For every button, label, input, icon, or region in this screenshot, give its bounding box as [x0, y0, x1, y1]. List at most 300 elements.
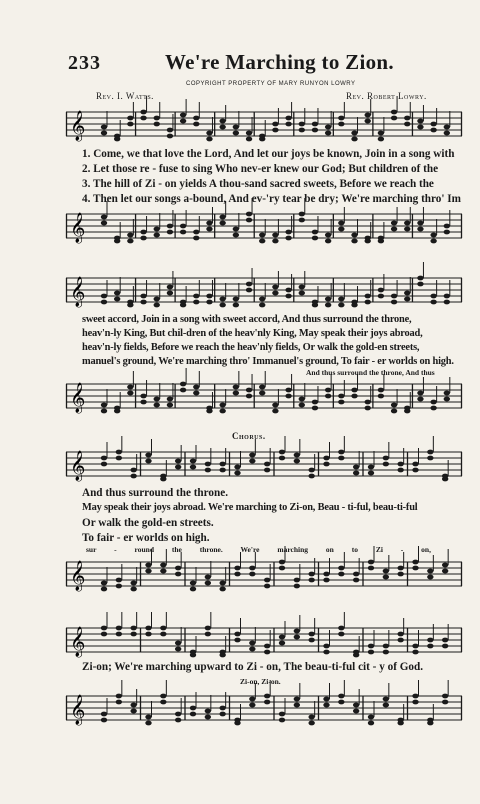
note-head: [427, 575, 433, 580]
note-head: [353, 465, 359, 470]
note-head: [391, 227, 397, 232]
note-head: [325, 297, 331, 302]
note-head: [101, 581, 107, 586]
clef-icon: 𝄞: [70, 627, 86, 657]
note-head: [264, 644, 270, 649]
note-head: [116, 626, 122, 631]
note-head: [234, 465, 240, 470]
note-head: [312, 406, 318, 411]
note-head: [391, 294, 397, 299]
note-head: [130, 703, 136, 708]
note-head: [272, 409, 278, 414]
note-head: [154, 116, 160, 121]
note-head: [249, 566, 255, 571]
note-head: [145, 715, 151, 720]
note-head: [323, 456, 329, 461]
note-head: [145, 721, 151, 726]
note-head: [114, 297, 120, 302]
note-head: [397, 632, 403, 637]
note-head: [246, 288, 252, 293]
note-head: [312, 122, 318, 127]
note-head: [101, 409, 107, 414]
note-head: [259, 391, 265, 396]
chorus-label: Chorus.: [232, 431, 266, 441]
note-head: [101, 587, 107, 592]
clef-icon: 𝄞: [70, 561, 86, 591]
note-head: [114, 239, 120, 244]
note-head: [308, 715, 314, 720]
note-head: [130, 581, 136, 586]
chorus-line-3: Or walk the gold-en streets.: [82, 517, 214, 529]
note-head: [444, 294, 450, 299]
bass-words-3: sur - round the throne. We're marching on to Zi - on,: [86, 545, 431, 554]
note-head: [444, 224, 450, 229]
note-head: [205, 626, 211, 631]
note-head: [378, 388, 384, 393]
note-head: [233, 131, 239, 136]
note-head: [219, 403, 225, 408]
note-head: [259, 233, 265, 238]
note-head: [368, 465, 374, 470]
note-head: [323, 650, 329, 655]
note-head: [219, 581, 225, 586]
note-head: [219, 587, 225, 592]
note-head: [365, 300, 371, 305]
note-head: [264, 468, 270, 473]
note-head: [127, 391, 133, 396]
note-head: [412, 560, 418, 565]
note-head: [308, 638, 314, 643]
note-head: [175, 641, 181, 646]
note-head: [351, 233, 357, 238]
note-head: [154, 122, 160, 127]
note-head: [219, 125, 225, 130]
note-head: [206, 409, 212, 414]
note-head: [175, 718, 181, 723]
note-head: [205, 715, 211, 720]
note-head: [312, 303, 318, 308]
note-head: [233, 297, 239, 302]
note-head: [167, 291, 173, 296]
note-head: [145, 632, 151, 637]
note-head: [140, 394, 146, 399]
note-head: [116, 450, 122, 455]
note-head: [193, 300, 199, 305]
verse-3-line-1: 3. The hill of Zi - on yields A thou-sand sacred sweets, Before we reach the: [82, 178, 434, 190]
note-head: [259, 239, 265, 244]
note-head: [249, 703, 255, 708]
note-head: [206, 221, 212, 226]
note-head: [294, 584, 300, 589]
note-head: [442, 638, 448, 643]
note-head: [116, 694, 122, 699]
note-head: [205, 709, 211, 714]
note-head: [294, 453, 300, 458]
note-head: [325, 239, 331, 244]
note-head: [101, 712, 107, 717]
note-head: [154, 403, 160, 408]
note-head: [145, 626, 151, 631]
note-head: [353, 471, 359, 476]
verse-4-line-2: manuel's ground, We're marching thro' Immanuel's ground, To fair - er worlds on high.: [82, 356, 454, 367]
clef-icon: 𝄞: [70, 451, 86, 481]
note-head: [444, 391, 450, 396]
note-head: [351, 394, 357, 399]
note-head: [378, 137, 384, 142]
note-head: [154, 297, 160, 302]
note-head: [264, 700, 270, 705]
note-head: [285, 388, 291, 393]
note-head: [338, 632, 344, 637]
note-head: [219, 653, 225, 658]
note-head: [190, 706, 196, 711]
note-head: [193, 294, 199, 299]
note-head: [338, 626, 344, 631]
note-head: [140, 400, 146, 405]
note-head: [101, 403, 107, 408]
clef-icon: 𝄞: [70, 695, 86, 725]
note-head: [180, 303, 186, 308]
note-head: [391, 403, 397, 408]
note-head: [294, 459, 300, 464]
note-head: [219, 303, 225, 308]
note-head: [417, 119, 423, 124]
note-head: [116, 700, 122, 705]
note-head: [234, 721, 240, 726]
note-head: [294, 635, 300, 640]
note-head: [391, 300, 397, 305]
note-head: [412, 700, 418, 705]
note-head: [338, 297, 344, 302]
note-head: [180, 388, 186, 393]
note-head: [259, 303, 265, 308]
note-head: [294, 703, 300, 708]
verse-1-line-2: sweet accord, Join in a song with sweet accord, And thus surround the throne,: [82, 314, 412, 325]
note-head: [338, 394, 344, 399]
note-head: [338, 303, 344, 308]
note-head: [308, 721, 314, 726]
note-head: [249, 697, 255, 702]
note-head: [140, 116, 146, 121]
note-head: [219, 409, 225, 414]
note-head: [417, 391, 423, 396]
note-head: [353, 653, 359, 658]
note-head: [190, 587, 196, 592]
note-head: [167, 230, 173, 235]
note-head: [383, 650, 389, 655]
note-head: [427, 456, 433, 461]
note-head: [219, 119, 225, 124]
bass-staff-4: [66, 688, 462, 736]
note-head: [378, 131, 384, 136]
note-head: [312, 230, 318, 235]
note-head: [323, 703, 329, 708]
note-head: [430, 128, 436, 133]
note-head: [383, 456, 389, 461]
note-head: [167, 134, 173, 139]
note-head: [430, 300, 436, 305]
note-head: [180, 113, 186, 118]
note-head: [391, 221, 397, 226]
note-head: [325, 388, 331, 393]
note-head: [127, 233, 133, 238]
note-head: [233, 303, 239, 308]
note-head: [299, 128, 305, 133]
note-head: [427, 721, 433, 726]
note-head: [101, 718, 107, 723]
note-head: [444, 131, 450, 136]
note-head: [338, 572, 344, 577]
note-head: [140, 300, 146, 305]
note-head: [175, 572, 181, 577]
note-head: [130, 632, 136, 637]
note-head: [233, 233, 239, 238]
note-head: [323, 572, 329, 577]
copyright-notice: COPYRIGHT PROPERTY OF MARY RUNYON LOWRY: [186, 81, 356, 87]
note-head: [285, 122, 291, 127]
note-head: [378, 288, 384, 293]
note-head: [412, 694, 418, 699]
note-head: [264, 694, 270, 699]
note-head: [190, 653, 196, 658]
note-head: [417, 282, 423, 287]
note-head: [338, 400, 344, 405]
note-head: [412, 650, 418, 655]
note-head: [308, 474, 314, 479]
note-head: [351, 131, 357, 136]
note-head: [338, 694, 344, 699]
note-head: [145, 563, 151, 568]
note-head: [219, 297, 225, 302]
note-head: [325, 125, 331, 130]
note-head: [219, 462, 225, 467]
note-head: [206, 227, 212, 232]
note-head: [412, 468, 418, 473]
note-head: [294, 697, 300, 702]
note-head: [206, 131, 212, 136]
note-head: [272, 233, 278, 238]
note-head: [193, 116, 199, 121]
note-head: [205, 468, 211, 473]
note-head: [249, 453, 255, 458]
note-head: [299, 218, 305, 223]
note-head: [160, 694, 166, 699]
note-head: [294, 578, 300, 583]
bass-staff-3: [66, 554, 462, 602]
note-head: [180, 382, 186, 387]
note-head: [246, 131, 252, 136]
note-head: [116, 456, 122, 461]
note-head: [193, 122, 199, 127]
note-head: [430, 406, 436, 411]
note-head: [285, 294, 291, 299]
note-head: [442, 694, 448, 699]
note-head: [444, 397, 450, 402]
note-head: [299, 291, 305, 296]
note-head: [365, 239, 371, 244]
note-head: [285, 230, 291, 235]
note-head: [193, 385, 199, 390]
note-head: [353, 703, 359, 708]
note-head: [427, 450, 433, 455]
note-head: [259, 297, 265, 302]
hymn-number: 233: [68, 52, 101, 74]
note-head: [127, 239, 133, 244]
note-head: [391, 409, 397, 414]
note-head: [338, 116, 344, 121]
note-head: [378, 239, 384, 244]
note-head: [417, 221, 423, 226]
note-head: [299, 122, 305, 127]
note-head: [246, 137, 252, 142]
note-head: [299, 403, 305, 408]
note-head: [175, 647, 181, 652]
note-head: [338, 122, 344, 127]
note-head: [442, 569, 448, 574]
note-head: [264, 650, 270, 655]
bass-words-2: And thus surround the throne, And thus: [306, 368, 435, 377]
note-head: [205, 581, 211, 586]
note-head: [299, 212, 305, 217]
note-head: [233, 125, 239, 130]
note-head: [272, 285, 278, 290]
note-head: [264, 584, 270, 589]
note-head: [160, 563, 166, 568]
note-head: [259, 137, 265, 142]
note-head: [180, 230, 186, 235]
note-head: [323, 697, 329, 702]
note-head: [404, 221, 410, 226]
note-head: [175, 566, 181, 571]
note-head: [279, 560, 285, 565]
note-head: [233, 385, 239, 390]
note-head: [368, 650, 374, 655]
note-head: [219, 706, 225, 711]
clef-icon: 𝄞: [70, 111, 86, 141]
note-head: [365, 113, 371, 118]
note-head: [114, 291, 120, 296]
note-head: [397, 721, 403, 726]
note-head: [233, 227, 239, 232]
clef-icon: 𝄞: [70, 383, 86, 413]
note-head: [427, 569, 433, 574]
note-head: [308, 578, 314, 583]
note-head: [383, 697, 389, 702]
note-head: [444, 125, 450, 130]
note-head: [338, 221, 344, 226]
bass-staff-2: [66, 376, 462, 424]
note-head: [427, 644, 433, 649]
note-head: [323, 644, 329, 649]
note-head: [427, 638, 433, 643]
note-head: [233, 391, 239, 396]
note-head: [365, 400, 371, 405]
note-head: [365, 406, 371, 411]
note-head: [351, 137, 357, 142]
note-head: [417, 125, 423, 130]
clef-icon: 𝄞: [70, 213, 86, 243]
note-head: [140, 294, 146, 299]
note-head: [160, 632, 166, 637]
note-head: [264, 462, 270, 467]
note-head: [285, 394, 291, 399]
note-head: [383, 575, 389, 580]
note-head: [175, 712, 181, 717]
note-head: [412, 566, 418, 571]
note-head: [219, 712, 225, 717]
note-head: [160, 569, 166, 574]
note-head: [404, 122, 410, 127]
note-head: [383, 462, 389, 467]
note-head: [234, 471, 240, 476]
note-head: [101, 462, 107, 467]
note-head: [325, 394, 331, 399]
note-head: [417, 227, 423, 232]
note-head: [365, 294, 371, 299]
note-head: [308, 572, 314, 577]
bass-staff-1: [66, 206, 462, 254]
note-head: [193, 391, 199, 396]
note-head: [160, 477, 166, 482]
note-head: [404, 297, 410, 302]
note-head: [279, 450, 285, 455]
note-head: [130, 626, 136, 631]
note-head: [412, 462, 418, 467]
verse-1-line-1: 1. Come, we that love the Lord, And let our joys be known, Join in a song with: [82, 148, 455, 160]
verse-4-line-1: 4. Then let our songs a-bound, And ev-'ry tear be dry; We're marching thro' Im: [82, 193, 461, 205]
note-head: [279, 566, 285, 571]
note-head: [190, 459, 196, 464]
chorus-line-5: Zi-on; We're marching upward to Zi - on, The beau-ti-ful cit - y of God.: [82, 661, 424, 673]
note-head: [404, 409, 410, 414]
note-head: [167, 285, 173, 290]
note-head: [444, 230, 450, 235]
note-head: [205, 632, 211, 637]
note-head: [167, 403, 173, 408]
note-head: [279, 712, 285, 717]
note-head: [383, 644, 389, 649]
note-head: [404, 227, 410, 232]
bass-words-4: Zi-on, Zi-on.: [240, 677, 281, 686]
note-head: [442, 563, 448, 568]
note-head: [323, 578, 329, 583]
note-head: [378, 394, 384, 399]
note-head: [167, 397, 173, 402]
note-head: [351, 303, 357, 308]
note-head: [190, 581, 196, 586]
note-head: [325, 233, 331, 238]
note-head: [368, 560, 374, 565]
note-head: [249, 641, 255, 646]
note-head: [368, 715, 374, 720]
note-head: [116, 584, 122, 589]
note-head: [338, 227, 344, 232]
note-head: [397, 572, 403, 577]
note-head: [206, 294, 212, 299]
treble-staff-1: [66, 104, 462, 152]
note-head: [272, 403, 278, 408]
note-head: [140, 230, 146, 235]
note-head: [397, 566, 403, 571]
note-head: [101, 300, 107, 305]
treble-staff-3: [66, 444, 462, 492]
note-head: [338, 566, 344, 571]
note-head: [442, 644, 448, 649]
note-head: [312, 400, 318, 405]
note-head: [167, 224, 173, 229]
note-head: [368, 471, 374, 476]
note-head: [417, 397, 423, 402]
